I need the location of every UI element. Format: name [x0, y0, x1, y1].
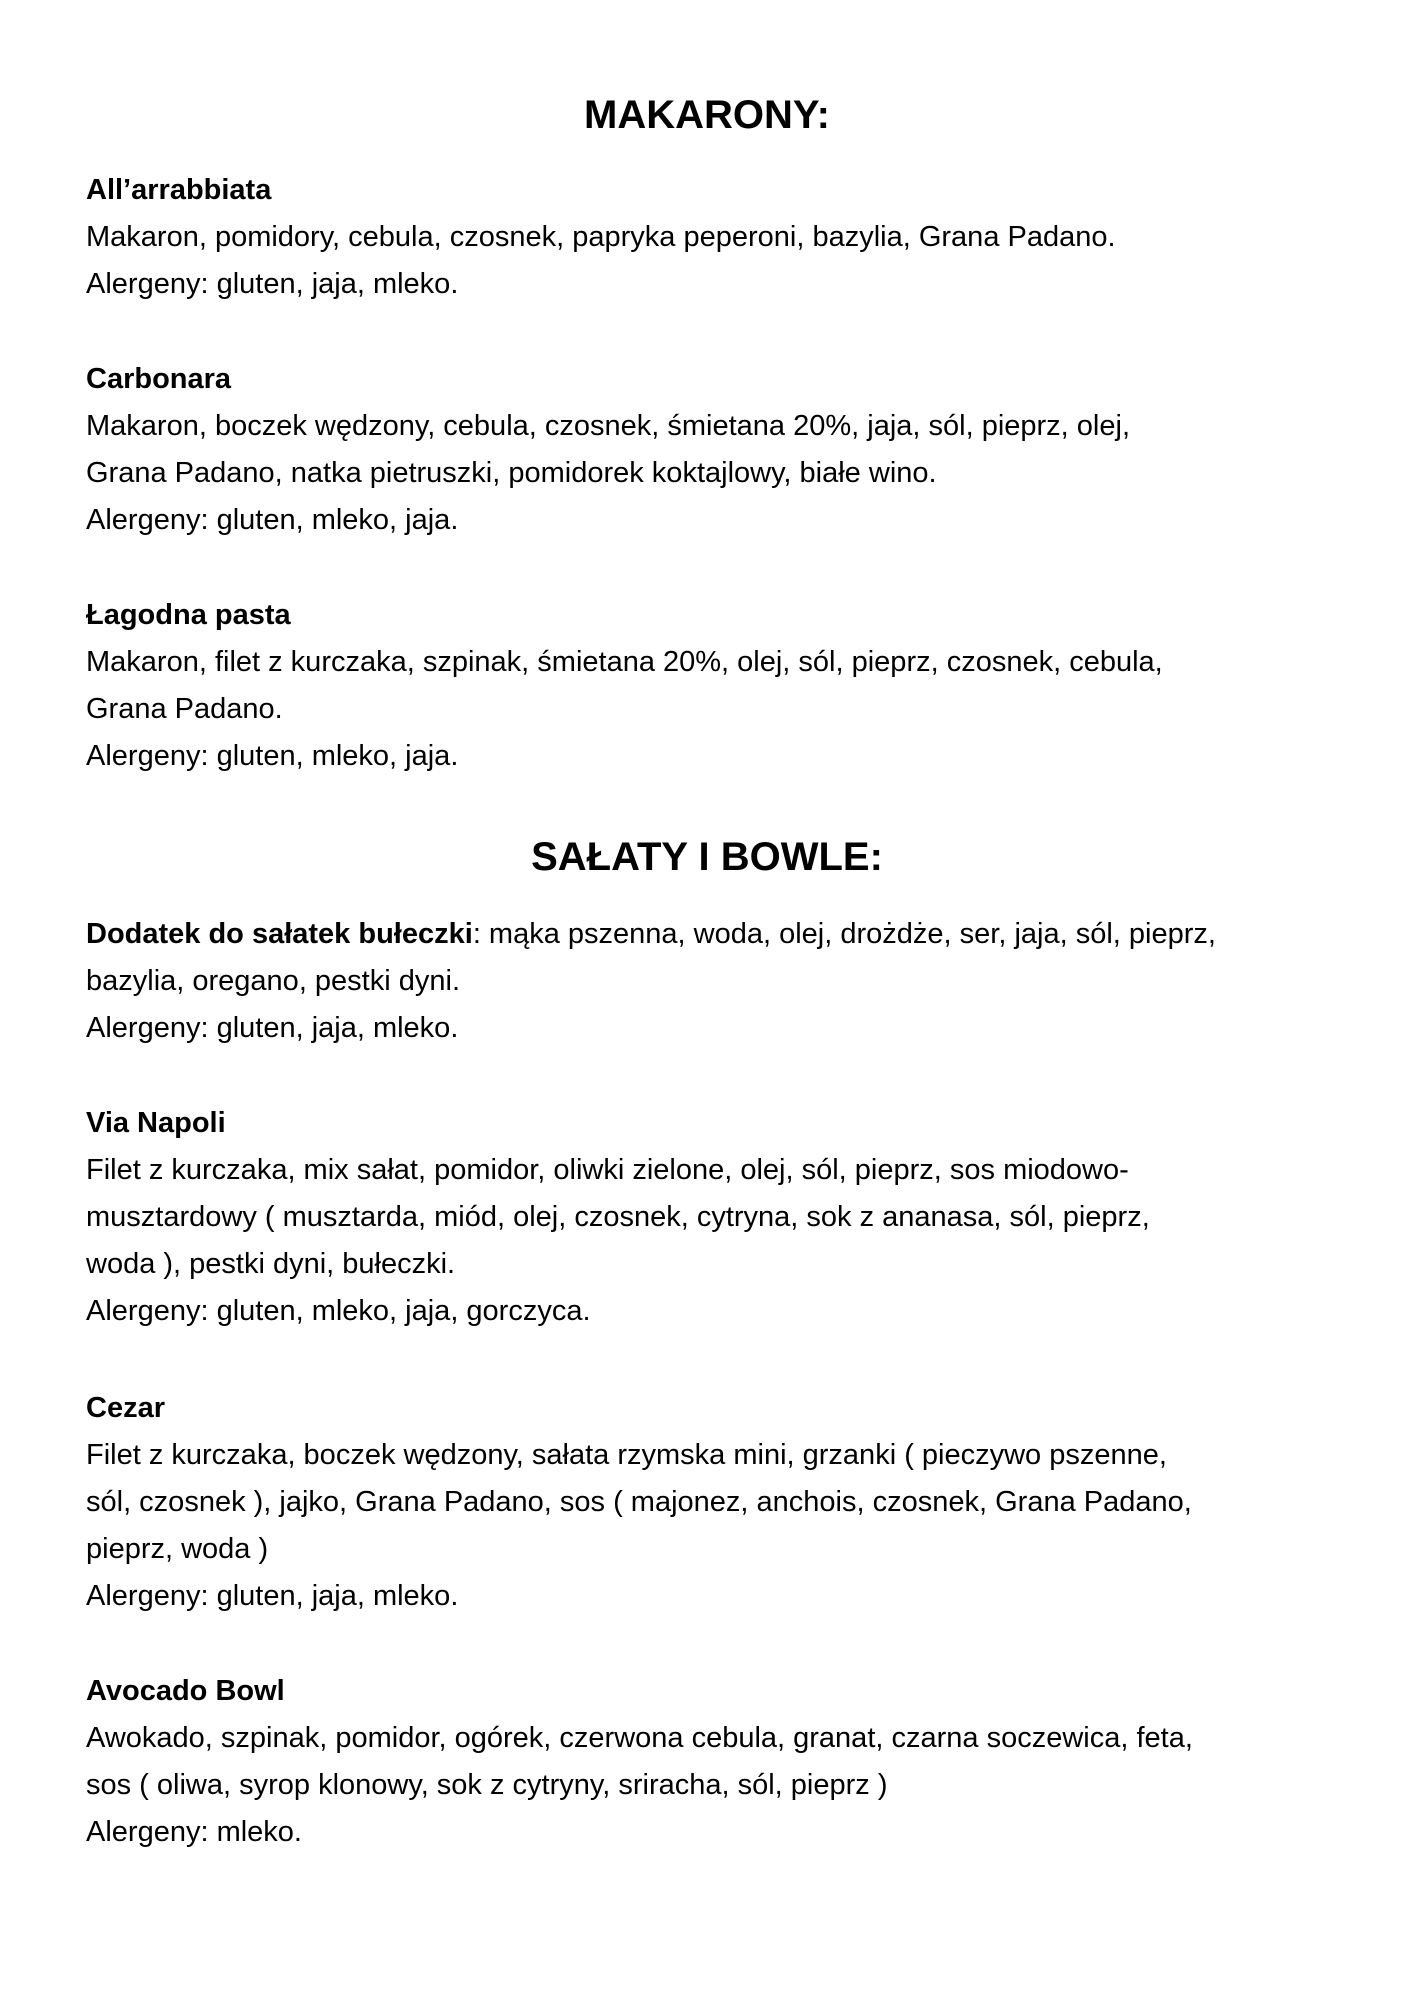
dish-ingredients: Grana Padano. — [86, 693, 283, 725]
addon-first-line — [86, 911, 1346, 958]
addon-allergens: Alergeny: gluten, jaja, mleko. — [86, 1012, 459, 1044]
dish-ingredients: musztardowy ( musztarda, miód, olej, czosnek, cytryna, sok z ananasa, sól, pieprz, — [86, 1201, 1150, 1233]
dish-allergens: Alergeny: mleko. — [86, 1816, 302, 1848]
dish-name: Łagodna pasta — [86, 599, 291, 631]
dish-lagodna-pasta — [86, 592, 1346, 780]
dish-ingredients: woda ), pestki dyni, bułeczki. — [86, 1248, 456, 1280]
addon-name: Dodatek do sałatek bułeczki — [86, 918, 473, 950]
dish-carbonara — [86, 356, 1346, 544]
dish-ingredients: sos ( oliwa, syrop klonowy, sok z cytryny, sriracha, sól, pieprz ) — [86, 1769, 888, 1801]
dish-ingredients: Makaron, boczek wędzony, cebula, czosnek, śmietana 20%, jaja, sól, pieprz, olej, — [86, 410, 1130, 442]
dish-ingredients: Filet z kurczaka, mix sałat, pomidor, oliwki zielone, olej, sól, pieprz, sos miodowo- — [86, 1154, 1129, 1186]
section-title-makarony: MAKARONY: — [584, 93, 830, 137]
addon-ingredients: : mąka pszenna, woda, olej, drożdże, ser, jaja, sól, pieprz, — [472, 918, 1216, 950]
dish-ingredients: sól, czosnek ), jajko, Grana Padano, sos ( majonez, anchois, czosnek, Grana Padano, — [86, 1486, 1192, 1518]
dish-ingredients: pieprz, woda ) — [86, 1533, 269, 1565]
section-title-salaty: SAŁATY I BOWLE: — [531, 835, 883, 879]
dish-ingredients: Makaron, filet z kurczaka, szpinak, śmietana 20%, olej, sól, pieprz, czosnek, cebula, — [86, 646, 1163, 678]
dish-avocado-bowl — [86, 1668, 1346, 1856]
dish-name: Cezar — [86, 1392, 165, 1424]
dish-name: Avocado Bowl — [86, 1675, 285, 1707]
dish-ingredients: Awokado, szpinak, pomidor, ogórek, czerwona cebula, granat, czarna soczewica, feta, — [86, 1722, 1193, 1754]
dish-allergens: Alergeny: gluten, mleko, jaja. — [86, 504, 459, 536]
dish-allergens: Alergeny: gluten, mleko, jaja, gorczyca. — [86, 1295, 591, 1327]
dish-cezar — [86, 1385, 1346, 1620]
dish-allergens: Alergeny: gluten, mleko, jaja. — [86, 740, 459, 772]
dish-name: All’arrabbiata — [86, 174, 272, 206]
dish-name: Carbonara — [86, 363, 232, 395]
dish-allergens: Alergeny: gluten, jaja, mleko. — [86, 1580, 459, 1612]
dish-name: Via Napoli — [86, 1107, 226, 1139]
dish-allergens: Alergeny: gluten, jaja, mleko. — [86, 268, 459, 300]
dish-arrabbiata — [86, 167, 1346, 308]
addon-buleczki — [86, 911, 1346, 1052]
dish-ingredients: Filet z kurczaka, boczek wędzony, sałata rzymska mini, grzanki ( pieczywo pszenne, — [86, 1439, 1167, 1471]
dish-ingredients: Grana Padano, natka pietruszki, pomidorek koktajlowy, białe wino. — [86, 457, 937, 489]
dish-via-napoli — [86, 1100, 1346, 1335]
addon-ingredients: bazylia, oregano, pestki dyni. — [86, 965, 460, 997]
dish-ingredients: Makaron, pomidory, cebula, czosnek, papryka peperoni, bazylia, Grana Padano. — [86, 221, 1116, 253]
